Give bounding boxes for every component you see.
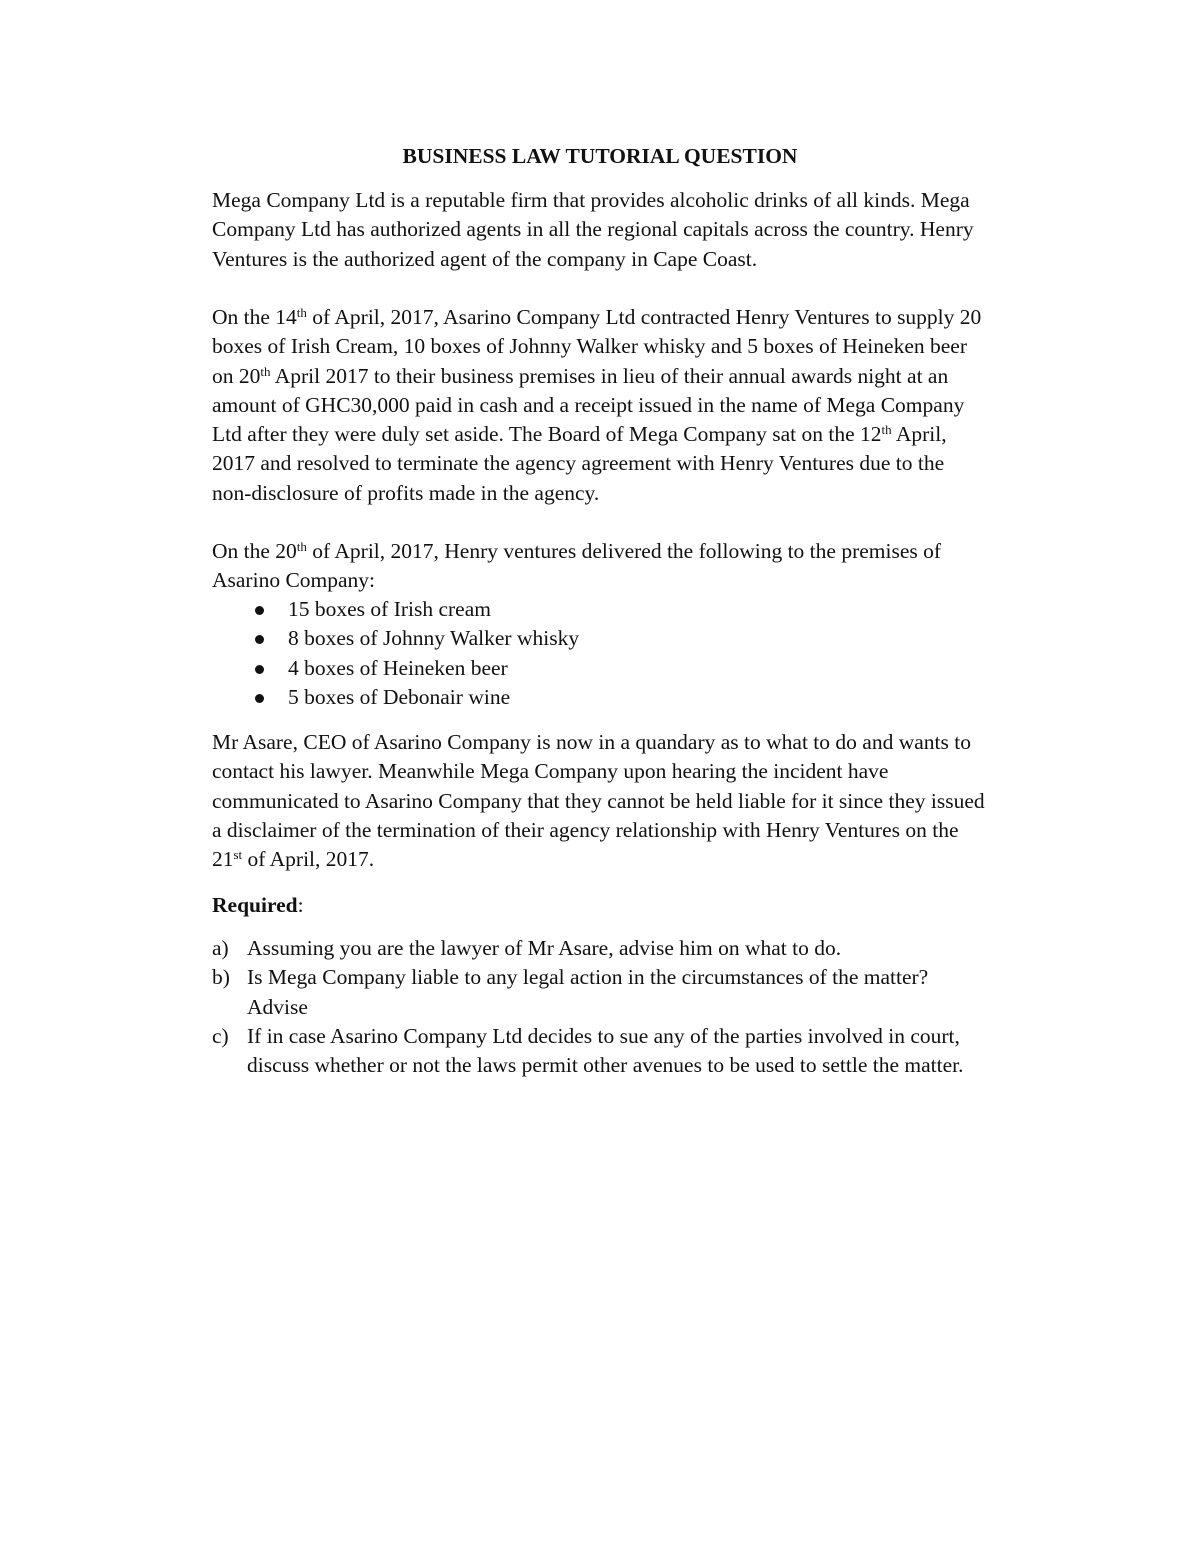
bullet-icon bbox=[255, 635, 264, 644]
list-item: 15 boxes of Irish cream bbox=[212, 595, 579, 624]
question-text: Assuming you are the lawyer of Mr Asare, advise him on what to do. bbox=[247, 936, 842, 960]
intro-paragraph bbox=[212, 186, 1082, 274]
question-item bbox=[212, 963, 963, 1022]
question-marker: a) bbox=[212, 936, 229, 960]
delivery-paragraph bbox=[212, 537, 1082, 596]
paragraph-line: on 20th April 2017 to their business premises in lieu of their annual awards night at an bbox=[212, 363, 949, 388]
document-title: BUSINESS LAW TUTORIAL QUESTION bbox=[402, 144, 798, 168]
paragraph-line: Mr Asare, CEO of Asarino Company is now in a quandary as to what to do and wants to bbox=[212, 730, 971, 754]
paragraph-line: On the 14th of April, 2017, Asarino Company Ltd contracted Henry Ventures to supply 20 bbox=[212, 305, 982, 329]
question-text: Advise bbox=[247, 994, 308, 1019]
list-item: 4 boxes of Heineken beer bbox=[212, 654, 579, 683]
list-item: 8 boxes of Johnny Walker whisky bbox=[212, 624, 579, 653]
bullet-icon bbox=[255, 606, 264, 615]
paragraph-line: 21st of April, 2017. bbox=[212, 847, 375, 872]
question-text: Is Mega Company liable to any legal action in the circumstances of the matter? bbox=[247, 965, 929, 990]
paragraph-line: Ventures is the authorized agent of the company in Cape Coast. bbox=[212, 246, 758, 271]
bullet-icon bbox=[255, 665, 264, 674]
paragraph-line: On the 20th of April, 2017, Henry ventures delivered the following to the premises of bbox=[212, 539, 942, 563]
paragraph-line: 2017 and resolved to terminate the agency agreement with Henry Ventures due to the bbox=[212, 451, 945, 476]
paragraph-line: communicated to Asarino Company that they cannot be held liable for it since they issued bbox=[212, 788, 985, 813]
question-item bbox=[212, 1022, 963, 1081]
paragraph-line: Ltd after they were duly set aside. The Board of Mega Company sat on the 12th April, bbox=[212, 422, 947, 447]
paragraph-line: Asarino Company: bbox=[212, 568, 376, 593]
paragraph-line: boxes of Irish Cream, 10 boxes of Johnny Walker whisky and 5 boxes of Heineken beer bbox=[212, 334, 967, 359]
paragraph-line: Company Ltd has authorized agents in all the regional capitals across the country. Henry bbox=[212, 217, 974, 242]
bullet-icon bbox=[255, 694, 264, 703]
list-item: 5 boxes of Debonair wine bbox=[212, 683, 579, 712]
question-list bbox=[212, 934, 963, 1080]
question-item bbox=[212, 934, 963, 963]
paragraph-line: contact his lawyer. Meanwhile Mega Company upon hearing the incident have bbox=[212, 759, 889, 784]
paragraph-line: non-disclosure of profits made in the agency. bbox=[212, 480, 600, 505]
question-text: If in case Asarino Company Ltd decides to sue any of the parties involved in court, bbox=[247, 1023, 960, 1048]
question-marker: b) bbox=[212, 965, 230, 990]
paragraph-line: amount of GHC30,000 paid in cash and a receipt issued in the name of Mega Company bbox=[212, 392, 965, 417]
paragraph-line: Mega Company Ltd is a reputable firm that provides alcoholic drinks of all kinds. Mega bbox=[212, 188, 970, 212]
contract-paragraph bbox=[212, 303, 1082, 508]
question-marker: c) bbox=[212, 1023, 229, 1048]
situation-paragraph bbox=[212, 728, 1082, 874]
required-heading: Required: bbox=[212, 893, 304, 917]
paragraph-line: a disclaimer of the termination of their agency relationship with Henry Ventures on the bbox=[212, 817, 959, 842]
question-text: discuss whether or not the laws permit other avenues to be used to settle the matter. bbox=[247, 1053, 964, 1078]
delivery-list bbox=[212, 595, 579, 712]
